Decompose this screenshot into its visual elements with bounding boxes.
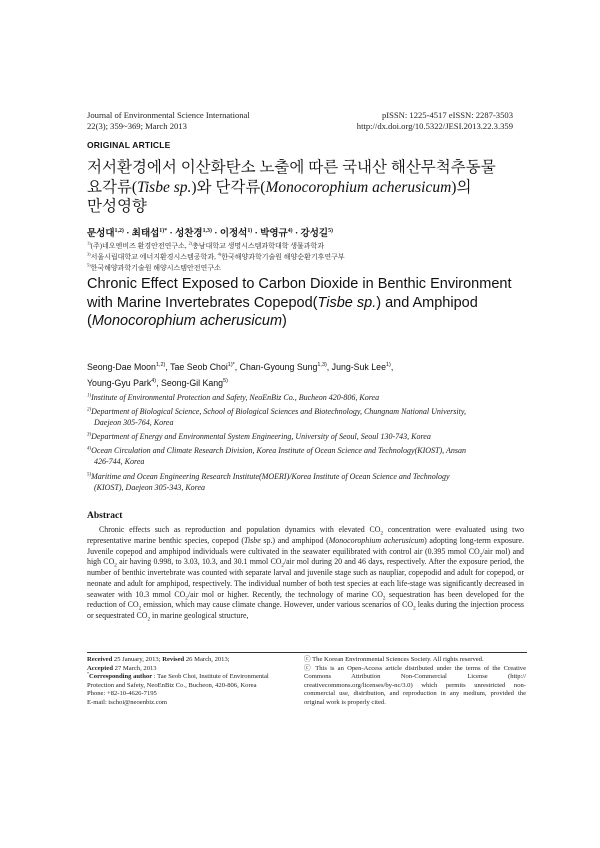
affil-text: Maritime and Ocean Engineering Research Institute(MOERI)/Korea Institute of Ocean Science and Technology [91,472,450,481]
author [301,229,333,239]
affil-sup: 1) [87,240,91,246]
author [175,229,212,239]
journal-header [87,110,250,132]
footnote-divider [87,652,527,653]
korean-title [87,158,527,217]
affil-text: Institute of Environmental Protection and Safety, NeoEnBiz Co., Bucheon 420-806, Korea [91,393,380,402]
author-name: Seong-Dae Moon [87,362,156,372]
subscript: 2 [382,595,386,602]
affil-sup: 1) [87,393,92,399]
subscript: 2 [185,595,188,602]
author-name: 이정석 [219,229,248,239]
journal-name: Journal of Environmental Science International [87,110,250,120]
abstract-text: /air mol during 20 and 46 days, respectively. After the exposure period, the number of benthic invertebrate was counted with separate larval and juvenile stage such as naupliar, copepodid and adult for copepod, or neonate and adult for amphipod, respectively. The individual number of both test species at each life-stage was significantly decreased in seawater with 10.3 mmol CO [87,557,524,599]
author [132,229,167,239]
accepted-label: Accepted [87,664,113,672]
subscript: 2 [413,605,416,612]
korean-affiliation-line2 [87,253,345,263]
english-authors-line2: Young-Gyu Park$^{4)}$, Seong-Gil Kang$^{5)}$ [87,378,228,388]
affil-text: (주)네오엔비즈 환경안전연구소, [90,242,189,250]
author-sup: 1) [385,362,391,369]
affil-text: 서울시립대학교 에너지환경시스템공학과, [90,253,218,261]
affil-sup: 4) [87,446,92,452]
affil-text: 한국해양과학기술원 해양순환기후연구부 [221,253,345,261]
author-name: 강성길 [300,229,329,239]
author-name: 최태섭 [131,229,160,239]
species-name: Tisbe sp. [137,178,192,196]
doi-link[interactable]: http://dx.doi.org/10.5322/JESI.2013.22.3.359 [356,121,513,131]
accepted-date: 27 March, 2013 [113,664,157,672]
korean-title-line1: 저서환경에서 이산화탄소 노출에 따른 국내산 해산무척추동물 [87,159,496,176]
author-name: Seong-Gil Kang [160,378,224,388]
volume-info: 22(3); 359~369; March 2013 [87,121,187,131]
subscript: 2 [138,605,142,612]
english-affiliation-1 [87,393,527,404]
author-sup: 1)* [159,227,168,234]
corr-sup: * [87,671,90,676]
author-name: Tae Seob Choi [170,362,228,372]
subscript: 2 [479,552,483,559]
abstract-text: /air mol or higher. Recently, the technology of marine CO [187,589,383,599]
english-title-text: with Marine Invertebrates Copepod( [87,294,318,311]
korean-title-text: )와 단각류( [191,178,266,196]
korean-title-text: )의 [451,178,472,196]
english-title-line3 [87,312,527,331]
affil-sup: 3) [87,251,91,257]
abstract-body [87,525,524,622]
affil-text: Daejeon 305-764, Korea [94,417,174,427]
abstract-text: sp.) and amphipod ( [260,535,329,545]
author-sup: 1)* [227,362,235,369]
author [260,229,292,239]
korean-title-line3: 만성영향 [87,198,147,215]
author-name: Young-Gyu Park [87,378,152,388]
subscript: 2 [380,530,383,537]
issn: pISSN: 1225-4517 eISSN: 2287-3503 [381,110,513,120]
copyright-line: ⓒ The Korean Environmental Sciences Society. All rights reserved. [304,656,484,663]
subscript: 2 [147,616,151,623]
abstract-heading: Abstract [87,511,123,521]
affil-sup: 3) [87,432,92,438]
author-sup: 4) [287,227,293,234]
affil-text: 충남대학교 생명시스템과학대학 생물과학과 [192,242,325,250]
abstract-text: concentration were evaluated using two representative marine benthic species, copepod ( [87,525,524,545]
affil-sup: 2) [87,407,92,413]
affil-text: Department of Energy and Environmental System Engineering, University of Seoul, Seoul 130-743, Korea [91,432,431,441]
issn-header [357,110,513,132]
author [87,229,124,239]
corresponding-label: Corresponding author [89,673,153,681]
author-name: 성찬경 [175,229,203,239]
species-name: Tisbe [244,535,261,545]
subscript: 2 [114,562,117,569]
species-name: Tisbe sp. [317,294,377,311]
abstract-text: Chronic effects such as reproduction and population dynamics with elevated CO [99,525,381,534]
affil-text: Department of Biological Science, School of Biological Sciences and Biotechnology, Chungnam National University, [91,407,466,416]
korean-affiliation-line1 [87,242,324,252]
author-sup: 1,3) [202,227,212,234]
species-name: Monocorophium acherusicum [328,535,425,545]
english-affiliation-3 [87,432,527,443]
affil-sup: 4) [217,251,222,257]
subscript: 2 [281,562,284,569]
license-text: ⓒ This is an Open-Access article distributed under the terms of the Creative Commons Attribution Non-Commercial License (http:// creativecommons.org/licenses/by-nc/3.0) which permits unrestricted non-commercial use, distribution, and reproduction in any medium, provided the original work is properly cited. [304,664,526,706]
affil-text: 한국해양과학기술원 해양시스템안전연구소 [90,264,221,272]
affil-sup: 2) [188,240,193,246]
species-name: Monocorophium acherusicum [91,313,283,329]
abstract-text: sequestration has been developed for the reduction of CO [87,589,525,610]
author-sup: 5) [223,378,228,385]
affil-text: Ocean Circulation and Climate Research Division, Korea Institute of Ocean Science and Technology(KIOST), Ansan [91,446,466,455]
author-name: Chan-Gyoung Sung [239,362,318,372]
english-title-line2 [87,294,527,313]
english-title-text: ( [87,313,92,329]
author-sup: 1,3) [317,362,327,369]
korean-title-text: 요각류( [87,178,138,196]
korean-authors [87,225,333,239]
abstract-text: /air mol) and high CO [87,546,524,567]
author-sup: 1) [247,227,253,234]
affil-sup: 5) [87,472,92,478]
author-sup: 5) [328,227,333,234]
english-title-text: ) [282,313,287,329]
separator: · [252,229,261,239]
affil-text: 426-744, Korea [94,456,145,466]
separator: · [167,229,176,239]
article-type: ORIGINAL ARTICLE [87,140,171,150]
english-title-line1: Chronic Effect Exposed to Carbon Dioxide in Benthic Environment [87,276,512,292]
affil-text: (KIOST), Daejeon 305-343, Korea [94,482,206,492]
separator: · [123,229,132,239]
abstract-text: emission, which may cause climate change. However, under various scenarios of CO [141,600,414,610]
author-sup: 1,2) [155,362,166,369]
english-title [87,275,527,331]
separator: · [211,229,220,239]
abstract-text: air having 0.998, to 3.03, 10.3, and 30.1 mmol CO [116,557,282,567]
author-name: 박영규 [260,229,288,239]
received-label: Received [87,656,113,663]
english-affiliation-4 [87,446,527,468]
author-sup: 4) [151,378,157,385]
english-title-text: ) and Amphipod [376,294,478,311]
separator: · [292,229,301,239]
author-sup: 1,2) [114,227,124,234]
article-history [87,656,297,708]
author-name: 문성대 [87,229,115,239]
received-date: 25 January, 2013; [112,656,163,663]
abstract-text: in marine geological structure, [150,611,249,620]
english-authors [87,359,527,391]
revised-label: Revised [162,656,185,663]
abstract-text: leaks during the injection process or sequestrated CO [87,600,524,620]
author [220,229,252,239]
abstract-text: ) adopting long-term exposure. Juvenile copepod and amphipod individuals were cultivated in the seawater equilibrated with control air (0.395 mmol CO [87,535,524,556]
korean-affiliation-line3 [87,264,221,274]
copyright-notice [304,656,526,708]
affil-sup: 5) [87,262,91,268]
english-authors-line1: Seong-Dae Moon$^{1,2)}$, Tae Seob Choi$^{1)*}$, Chan-Gyoung Sung$^{1,3)}$, Jung-Suk Lee$^{1)}$, [87,362,394,372]
english-affiliation-5 [87,472,527,494]
phone: Phone: +82-10-4626-7195 [87,690,157,698]
english-affiliation-2 [87,407,527,429]
author-name: Jung-Suk Lee [331,362,386,372]
email[interactable]: E-mail: tschoi@neoenbiz.com [87,698,168,706]
korean-title-line2 [87,178,527,198]
revised-date: 26 March, 2013; [184,656,230,663]
corresponding-text: : Tae Seob Choi, Institute of Environmental Protection and Safety, NeoEnBiz Co., Bucheon, 420-806, Korea [87,673,269,689]
species-name: Monocorophium acherusicum [265,178,452,196]
